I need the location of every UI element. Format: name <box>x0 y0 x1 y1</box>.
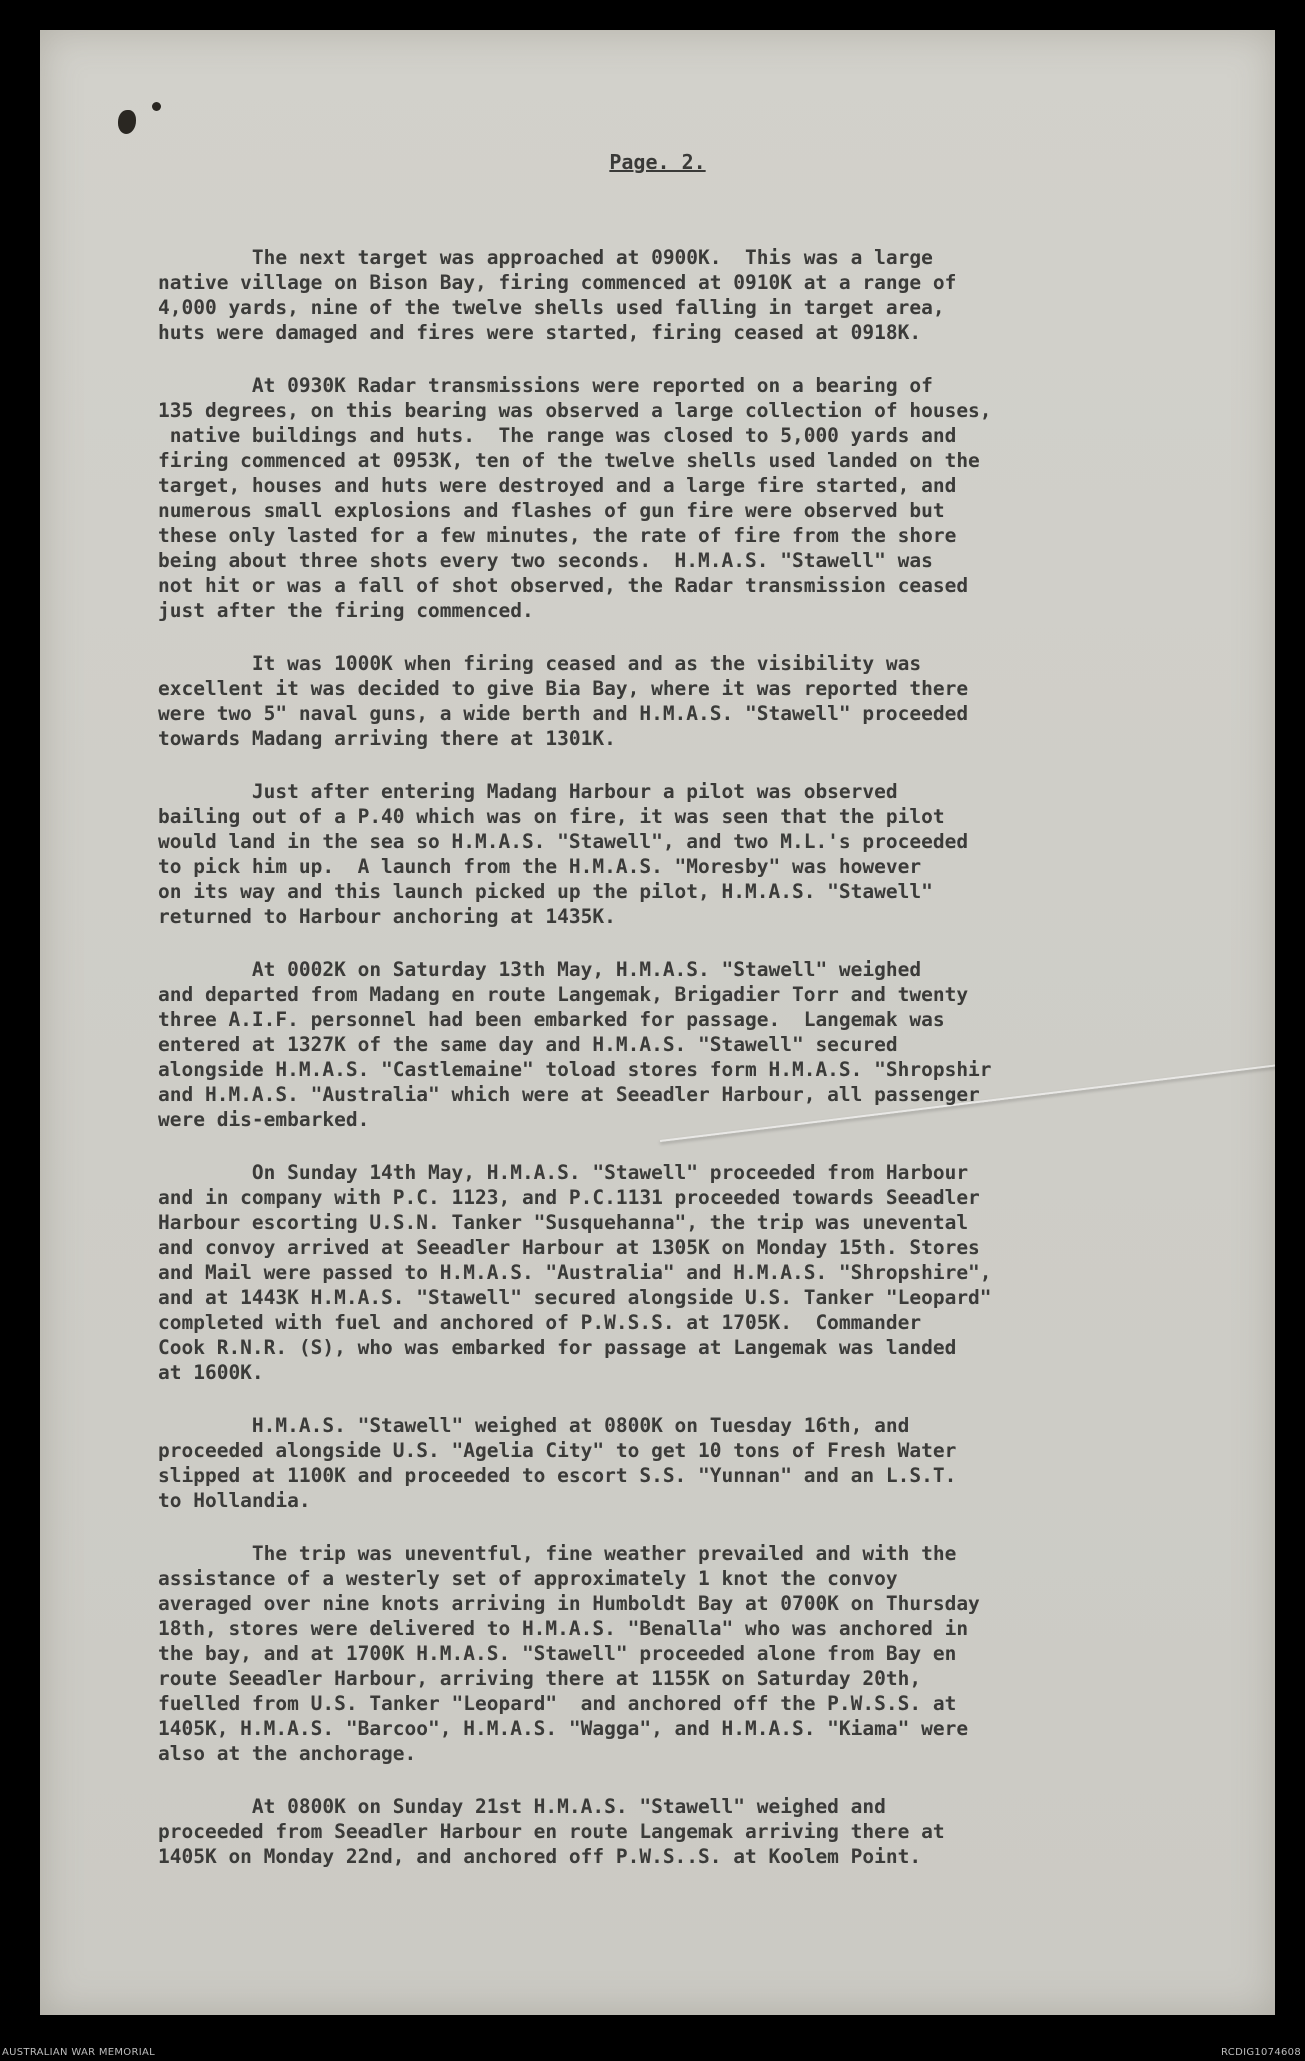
text-line: 1405K, H.M.A.S. "Barcoo", H.M.A.S. "Wagga", and H.M.A.S. "Kiama" were <box>158 1717 969 1740</box>
text-line: on its way and this launch picked up the pilot, H.M.A.S. "Stawell" <box>158 880 933 903</box>
document-body <box>158 245 1228 1897</box>
paragraph <box>158 651 1228 751</box>
paragraph <box>158 1794 1228 1869</box>
text-line: and departed from Madang en route Langemak, Brigadier Torr and twenty <box>158 983 969 1006</box>
text-line: assistance of a westerly set of approximately 1 knot the convoy <box>158 1567 898 1590</box>
paragraph <box>158 373 1228 623</box>
text-line: and at 1443K H.M.A.S. "Stawell" secured alongside U.S. Tanker "Leopard" <box>158 1286 992 1309</box>
text-line: and Mail were passed to H.M.A.S. "Australia" and H.M.A.S. "Shropshire", <box>158 1261 992 1284</box>
text-line: towards Madang arriving there at 1301K. <box>158 727 616 750</box>
text-line: huts were damaged and fires were started, firing ceased at 0918K. <box>158 321 922 344</box>
paragraph <box>158 1160 1228 1385</box>
text-line: proceeded alongside U.S. "Agelia City" to get 10 tons of Fresh Water <box>158 1439 957 1462</box>
text-line: On Sunday 14th May, H.M.A.S. "Stawell" proceeded from Harbour <box>158 1161 969 1184</box>
text-line: 18th, stores were delivered to H.M.A.S. "Benalla" who was anchored in <box>158 1617 969 1640</box>
text-line: to pick him up. A launch from the H.M.A.S. "Moresby" was however <box>158 855 922 878</box>
text-line: alongside H.M.A.S. "Castlemaine" toload stores form H.M.A.S. "Shropshir <box>158 1058 992 1081</box>
text-line: Just after entering Madang Harbour a pilot was observed <box>158 780 898 803</box>
text-line: these only lasted for a few minutes, the rate of fire from the shore <box>158 524 957 547</box>
text-line: native village on Bison Bay, firing commenced at 0910K at a range of <box>158 271 957 294</box>
footer-record-id: RCDIG1074608 <box>1221 2047 1301 2058</box>
text-line: fuelled from U.S. Tanker "Leopard" and anchored off the P.W.S.S. at <box>158 1692 957 1715</box>
text-line: returned to Harbour anchoring at 1435K. <box>158 905 616 928</box>
paragraph <box>158 1541 1228 1766</box>
text-line: slipped at 1100K and proceeded to escort S.S. "Yunnan" and an L.S.T. <box>158 1464 957 1487</box>
text-line: The next target was approached at 0900K. This was a large <box>158 246 933 269</box>
binder-hole-mark <box>118 110 136 134</box>
text-line: proceeded from Seeadler Harbour en route Langemak arriving there at <box>158 1820 945 1843</box>
text-line: completed with fuel and anchored of P.W.S.S. at 1705K. Commander <box>158 1311 922 1334</box>
text-line: bailing out of a P.40 which was on fire, it was seen that the pilot <box>158 805 945 828</box>
text-line: being about three shots every two seconds. H.M.A.S. "Stawell" was <box>158 549 933 572</box>
paragraph <box>158 957 1228 1132</box>
text-line: three A.I.F. personnel had been embarked for passage. Langemak was <box>158 1008 945 1031</box>
text-line: not hit or was a fall of shot observed, the Radar transmission ceased <box>158 574 969 597</box>
footer-source-label: AUSTRALIAN WAR MEMORIAL <box>2 2047 155 2058</box>
text-line: excellent it was decided to give Bia Bay, where it was reported there <box>158 677 969 700</box>
text-line: Harbour escorting U.S.N. Tanker "Susquehanna", the trip was unevental <box>158 1211 969 1234</box>
text-line: would land in the sea so H.M.A.S. "Stawell", and two M.L.'s proceeded <box>158 830 969 853</box>
paragraph <box>158 779 1228 929</box>
text-line: Cook R.N.R. (S), who was embarked for passage at Langemak was landed <box>158 1336 957 1359</box>
text-line: H.M.A.S. "Stawell" weighed at 0800K on Tuesday 16th, and <box>158 1414 910 1437</box>
text-line: to Hollandia. <box>158 1489 311 1512</box>
text-line: 1405K on Monday 22nd, and anchored off P.W.S..S. at Koolem Point. <box>158 1845 922 1868</box>
text-line: the bay, and at 1700K H.M.A.S. "Stawell" proceeded alone from Bay en <box>158 1642 957 1665</box>
text-line: At 0800K on Sunday 21st H.M.A.S. "Stawell" weighed and <box>158 1795 886 1818</box>
text-line: numerous small explosions and flashes of gun fire were observed but <box>158 499 945 522</box>
text-line: were dis-embarked. <box>158 1108 370 1131</box>
text-line: At 0002K on Saturday 13th May, H.M.A.S. "Stawell" weighed <box>158 958 922 981</box>
text-line: 135 degrees, on this bearing was observed a large collection of houses, <box>158 399 992 422</box>
paragraph <box>158 1413 1228 1513</box>
text-line: and in company with P.C. 1123, and P.C.1131 proceeded towards Seeadler <box>158 1186 980 1209</box>
paragraph <box>158 245 1228 345</box>
binder-hole-mark-small <box>152 102 161 111</box>
text-line: and convoy arrived at Seeadler Harbour at 1305K on Monday 15th. Stores <box>158 1236 980 1259</box>
text-line: averaged over nine knots arriving in Humboldt Bay at 0700K on Thursday <box>158 1592 980 1615</box>
text-line: and H.M.A.S. "Australia" which were at Seeadler Harbour, all passenger <box>158 1083 980 1106</box>
text-line: 4,000 yards, nine of the twelve shells used falling in target area, <box>158 296 945 319</box>
page-heading: Page. 2. <box>609 150 706 174</box>
text-line: firing commenced at 0953K, ten of the twelve shells used landed on the <box>158 449 980 472</box>
text-line: At 0930K Radar transmissions were reported on a bearing of <box>158 374 933 397</box>
text-line: target, houses and huts were destroyed and a large fire started, and <box>158 474 957 497</box>
text-line: It was 1000K when firing ceased and as the visibility was <box>158 652 922 675</box>
document-page <box>40 30 1275 2015</box>
text-line: at 1600K. <box>158 1361 264 1384</box>
text-line: also at the anchorage. <box>158 1742 417 1765</box>
text-line: were two 5" naval guns, a wide berth and H.M.A.S. "Stawell" proceeded <box>158 702 969 725</box>
text-line: entered at 1327K of the same day and H.M.A.S. "Stawell" secured <box>158 1033 898 1056</box>
text-line: native buildings and huts. The range was closed to 5,000 yards and <box>158 424 957 447</box>
text-line: just after the firing commenced. <box>158 599 534 622</box>
text-line: The trip was uneventful, fine weather prevailed and with the <box>158 1542 957 1565</box>
text-line: route Seeadler Harbour, arriving there at 1155K on Saturday 20th, <box>158 1667 922 1690</box>
